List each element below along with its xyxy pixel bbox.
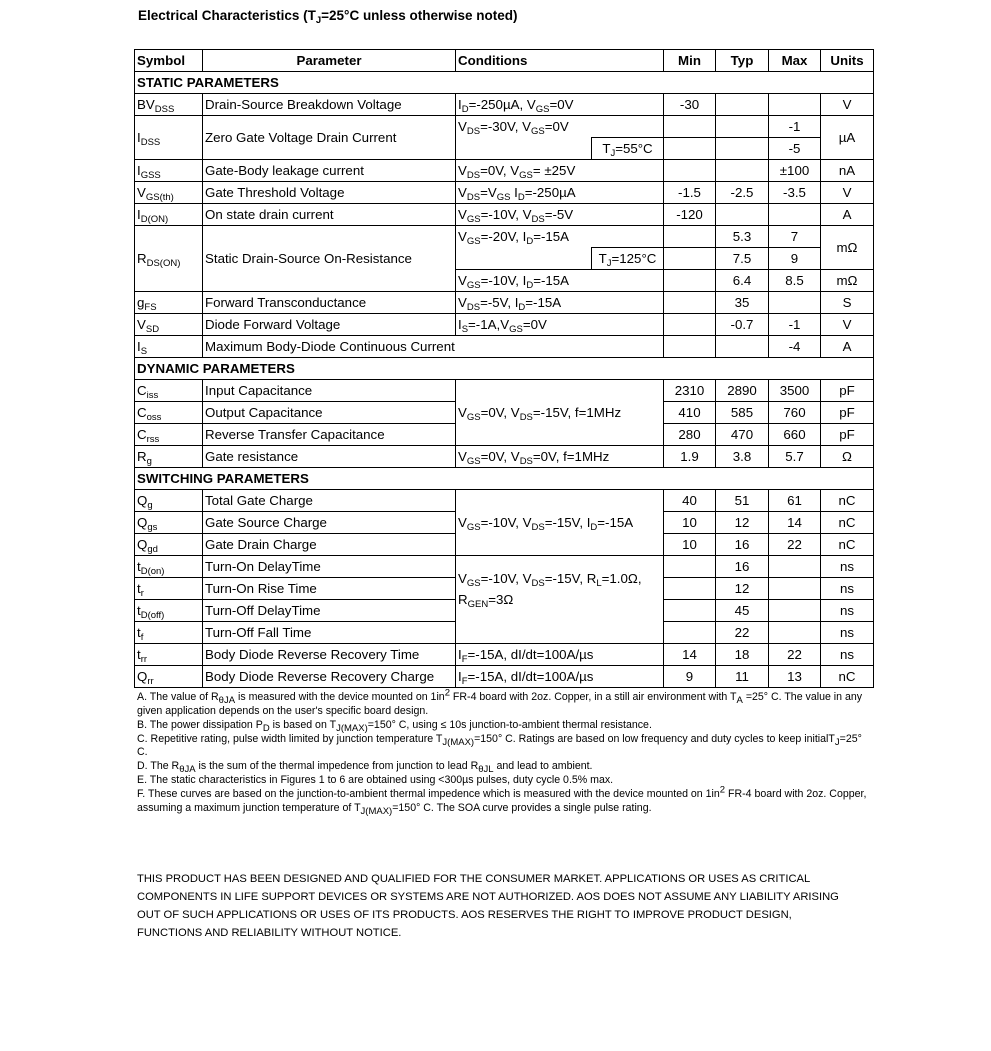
header-parameter: Parameter [203, 50, 456, 72]
parameter-cell: Zero Gate Voltage Drain Current [203, 116, 456, 160]
max-cell: 14 [769, 512, 821, 534]
footnote-f: F. These curves are based on the junction-to-ambient thermal impedence which is measured with the device mounted on $1in^2$ FR-4 board with 2oz. Copper, assuming a maximum junction temperature of $T_{J(MAX)}=150^\circ$ C. The SOA curve provides a single pulse rating. [137, 784, 867, 817]
max-cell [769, 204, 821, 226]
typ-cell: -2.5 [716, 182, 769, 204]
row-tdon [135, 556, 874, 578]
symbol-cell: $C_{oss}$ [135, 402, 203, 424]
parameter-cell: Output Capacitance [203, 402, 456, 424]
typ-cell: 35 [716, 292, 769, 314]
min-cell: -120 [664, 204, 716, 226]
symbol-cell: $I_{GSS}$ [135, 160, 203, 182]
max-cell: 9 [769, 248, 821, 270]
unit-cell: ns [821, 600, 874, 622]
row-bvdss [135, 94, 874, 116]
header-symbol: Symbol [135, 50, 203, 72]
typ-cell: 11 [716, 666, 769, 688]
max-cell: 13 [769, 666, 821, 688]
min-cell: -30 [664, 94, 716, 116]
row-trr [135, 644, 874, 666]
typ-cell: -0.7 [716, 314, 769, 336]
unit-cell: pF [821, 402, 874, 424]
symbol-cell: $C_{iss}$ [135, 380, 203, 402]
max-cell [769, 94, 821, 116]
max-cell: 660 [769, 424, 821, 446]
parameter-cell: Gate Threshold Voltage [203, 182, 456, 204]
parameter-cell: Gate resistance [203, 446, 456, 468]
min-cell [664, 270, 716, 292]
parameter-cell: Gate Drain Charge [203, 534, 456, 556]
footnote-d: D. The $R_{\theta JA}$ is the sum of the thermal impedence from junction to lead $R_{\theta JL}$ and lead to ambient. [137, 760, 593, 775]
typ-cell: 22 [716, 622, 769, 644]
symbol-cell: $g_{FS}$ [135, 292, 203, 314]
parameter-cell: Drain-Source Breakdown Voltage [203, 94, 456, 116]
conditions-cell-2: $T_J=55^\circ C$ [592, 138, 664, 160]
parameter-cell: Input Capacitance [203, 380, 456, 402]
unit-cell: A [821, 204, 874, 226]
row-idon [135, 204, 874, 226]
parameter-cell: Maximum Body-Diode Continuous Current [203, 336, 664, 358]
symbol-cell: $t_f$ [135, 622, 203, 644]
parameter-cell: Turn-On Rise Time [203, 578, 456, 600]
section-dynamic: DYNAMIC PARAMETERS [135, 358, 874, 380]
footnote-a: A. The value of $R_{\theta JA}$ is measured with the device mounted on $1in^2$ FR-4 board with 2oz. Copper, in a still air environment with $T_A =25^\circ$ C. The value in any given application depends on the user's specific board design. [137, 687, 863, 717]
symbol-cell: $I_S$ [135, 336, 203, 358]
section-switching: SWITCHING PARAMETERS [135, 468, 874, 490]
switching-conditions-line-2: $R_{GEN}=3\Omega$ [458, 592, 514, 610]
symbol-cell: $t_{D(on)}$ [135, 556, 203, 578]
typ-cell: 3.8 [716, 446, 769, 468]
min-cell: 280 [664, 424, 716, 446]
conditions-cell: $I_S=-1A,V_{GS}=0V$ [456, 314, 664, 336]
parameter-cell: Turn-Off DelayTime [203, 600, 456, 622]
header-units: Units [821, 50, 874, 72]
disclaimer-line: FUNCTIONS AND RELIABILITY WITHOUT NOTICE. [137, 927, 402, 939]
min-cell: 1.9 [664, 446, 716, 468]
unit-cell: mΩ [821, 226, 874, 270]
max-cell: ±100 [769, 160, 821, 182]
min-cell: -1.5 [664, 182, 716, 204]
row-vgsth [135, 182, 874, 204]
header-typ: Typ [716, 50, 769, 72]
typ-cell: 470 [716, 424, 769, 446]
symbol-cell: $I_{DSS}$ [135, 116, 203, 160]
unit-cell: nC [821, 534, 874, 556]
parameter-cell: Gate Source Charge [203, 512, 456, 534]
conditions-cell-2: $T_J=125^\circ C$ [592, 248, 664, 270]
unit-cell: mΩ [821, 270, 874, 292]
max-cell: 22 [769, 644, 821, 666]
max-cell: 8.5 [769, 270, 821, 292]
conditions-cell: $V_{GS}=0V$, $V_{DS}=-15V$, f=1MHz [456, 380, 664, 446]
min-cell: 14 [664, 644, 716, 666]
disclaimer [137, 870, 877, 942]
max-cell [769, 600, 821, 622]
page-title: Electrical Characteristics ($T_J=25^\circ C$ unless otherwise noted) [138, 8, 518, 26]
parameter-cell: Body Diode Reverse Recovery Time [203, 644, 456, 666]
symbol-cell: $t_r$ [135, 578, 203, 600]
min-cell: 10 [664, 534, 716, 556]
row-rdson [135, 226, 874, 248]
typ-cell: 2890 [716, 380, 769, 402]
symbol-cell: $V_{GS(th)}$ [135, 182, 203, 204]
unit-cell: nA [821, 160, 874, 182]
disclaimer-line: THIS PRODUCT HAS BEEN DESIGNED AND QUALIFIED FOR THE CONSUMER MARKET. APPLICATIONS OR USES AS CRITICAL [137, 873, 811, 885]
row-ciss [135, 380, 874, 402]
conditions-cell: $V_{GS}=-20V$, $I_D=-15A$ [456, 226, 664, 248]
min-cell [664, 160, 716, 182]
footnote-c: C. Repetitive rating, pulse width limited by junction temperature $T_{J(MAX)}=150^\circ$ C. Ratings are based on low frequency and duty cycles to keep initialT$_J$=25° C. [137, 732, 862, 758]
symbol-cell: $R_{DS(ON)}$ [135, 226, 203, 292]
header-row [135, 50, 874, 72]
parameter-cell: On state drain current [203, 204, 456, 226]
header-conditions: Conditions [456, 50, 664, 72]
row-qg [135, 490, 874, 512]
parameter-cell: Forward Transconductance [203, 292, 456, 314]
max-cell: 22 [769, 534, 821, 556]
typ-cell: 51 [716, 490, 769, 512]
min-cell [664, 622, 716, 644]
unit-cell: µA [821, 116, 874, 160]
disclaimer-line: OUT OF SUCH APPLICATIONS OR USES OF ITS PRODUCTS. AOS RESERVES THE RIGHT TO IMPROVE PRODUCT DESIGN, [137, 909, 792, 921]
parameter-cell: Turn-On DelayTime [203, 556, 456, 578]
row-qrr [135, 666, 874, 688]
typ-cell [716, 138, 769, 160]
conditions-cell: $V_{GS}=-10V$, $V_{DS}=-5V$ [456, 204, 664, 226]
max-cell: -5 [769, 138, 821, 160]
min-cell: 10 [664, 512, 716, 534]
min-cell: 40 [664, 490, 716, 512]
row-vsd [135, 314, 874, 336]
symbol-cell: $Q_{gd}$ [135, 534, 203, 556]
parameter-cell: Gate-Body leakage current [203, 160, 456, 182]
max-cell [769, 578, 821, 600]
header-min: Min [664, 50, 716, 72]
typ-cell: 585 [716, 402, 769, 424]
min-cell [664, 336, 716, 358]
conditions-cell: $V_{DS}=-5V$, $I_D=-15A$ [456, 292, 664, 314]
max-cell: 3500 [769, 380, 821, 402]
max-cell: -4 [769, 336, 821, 358]
min-cell: 9 [664, 666, 716, 688]
min-cell [664, 248, 716, 270]
unit-cell: ns [821, 556, 874, 578]
typ-cell [716, 160, 769, 182]
conditions-cell: $V_{DS}=V_{GS}$ $I_D=-250\mu A$ [456, 182, 664, 204]
min-cell [664, 314, 716, 336]
unit-cell: ns [821, 578, 874, 600]
unit-cell: Ω [821, 446, 874, 468]
min-cell [664, 578, 716, 600]
conditions-cell: $V_{DS}=-30V$, $V_{GS}=0V$ [456, 116, 664, 138]
parameter-cell: Static Drain-Source On-Resistance [203, 226, 456, 292]
header-max: Max [769, 50, 821, 72]
conditions-cell: $V_{DS}=0V$, $V_{GS}= \pm 25V$ [456, 160, 664, 182]
parameter-cell: Reverse Transfer Capacitance [203, 424, 456, 446]
max-cell [769, 622, 821, 644]
section-static: STATIC PARAMETERS [135, 72, 874, 94]
max-cell: 5.7 [769, 446, 821, 468]
unit-cell: V [821, 314, 874, 336]
typ-cell: 16 [716, 556, 769, 578]
typ-cell [716, 94, 769, 116]
parameter-cell: Body Diode Reverse Recovery Charge [203, 666, 456, 688]
conditions-cell: $I_F=-15A$, dI/dt=100A/µs [456, 644, 664, 666]
row-igss [135, 160, 874, 182]
unit-cell: nC [821, 512, 874, 534]
max-cell [769, 556, 821, 578]
symbol-cell: $Q_{gs}$ [135, 512, 203, 534]
row-is [135, 336, 874, 358]
typ-cell: 5.3 [716, 226, 769, 248]
unit-cell: ns [821, 622, 874, 644]
conditions-blank [456, 248, 592, 270]
disclaimer-line: COMPONENTS IN LIFE SUPPORT DEVICES OR SYSTEMS ARE NOT AUTHORIZED. AOS DOES NOT ASSUME ANY LIABILITY ARISING [137, 891, 839, 903]
typ-cell: 12 [716, 512, 769, 534]
max-cell [769, 292, 821, 314]
typ-cell: 7.5 [716, 248, 769, 270]
unit-cell: pF [821, 380, 874, 402]
unit-cell: A [821, 336, 874, 358]
symbol-cell: $I_{D(ON)}$ [135, 204, 203, 226]
symbol-cell: $t_{D(off)}$ [135, 600, 203, 622]
conditions-cell [456, 556, 664, 644]
unit-cell: nC [821, 666, 874, 688]
conditions-cell: $I_D=-250\mu A$, $V_{GS}=0V$ [456, 94, 664, 116]
max-cell: 7 [769, 226, 821, 248]
row-idss [135, 116, 874, 138]
min-cell: 2310 [664, 380, 716, 402]
min-cell [664, 292, 716, 314]
min-cell [664, 556, 716, 578]
typ-cell: 45 [716, 600, 769, 622]
conditions-cell: $V_{GS}=-10V$, $V_{DS}=-15V$, $I_D=-15A$ [456, 490, 664, 556]
unit-cell: V [821, 94, 874, 116]
conditions-cell: $I_F=-15A$, dI/dt=100A/µs [456, 666, 664, 688]
unit-cell: S [821, 292, 874, 314]
min-cell [664, 138, 716, 160]
min-cell [664, 116, 716, 138]
switching-conditions-line-1: $V_{GS}=-10V$, $V_{DS}=-15V$, $R_L=1.0\Omega$, [458, 571, 642, 589]
unit-cell: nC [821, 490, 874, 512]
row-rg [135, 446, 874, 468]
conditions-cell-3: $V_{GS}=-10V$, $I_D=-15A$ [456, 270, 664, 292]
symbol-cell: $Q_{rr}$ [135, 666, 203, 688]
typ-cell [716, 336, 769, 358]
max-cell: -1 [769, 314, 821, 336]
symbol-cell: $V_{SD}$ [135, 314, 203, 336]
typ-cell: 16 [716, 534, 769, 556]
max-cell: -1 [769, 116, 821, 138]
parameter-cell: Diode Forward Voltage [203, 314, 456, 336]
min-cell: 410 [664, 402, 716, 424]
max-cell: 61 [769, 490, 821, 512]
max-cell: 760 [769, 402, 821, 424]
electrical-characteristics-table [134, 49, 874, 688]
typ-cell [716, 204, 769, 226]
parameter-cell: Turn-Off Fall Time [203, 622, 456, 644]
min-cell [664, 600, 716, 622]
typ-cell: 18 [716, 644, 769, 666]
parameter-cell: Total Gate Charge [203, 490, 456, 512]
unit-cell: pF [821, 424, 874, 446]
footnote-b: B. The power dissipation $P_D$ is based on $T_{J(MAX)}=150^\circ$ C, using ≤ 10s junction-to-ambient thermal resistance. [137, 718, 652, 734]
footnote-e: E. The static characteristics in Figures 1 to 6 are obtained using <300µs pulses, duty cycle 0.5% max. [137, 774, 614, 786]
symbol-cell: $BV_{DSS}$ [135, 94, 203, 116]
max-cell: -3.5 [769, 182, 821, 204]
row-gfs [135, 292, 874, 314]
conditions-blank [456, 138, 592, 160]
symbol-cell: $R_g$ [135, 446, 203, 468]
footnotes [137, 687, 867, 817]
symbol-cell: $t_{rr}$ [135, 644, 203, 666]
conditions-cell: $V_{GS}=0V$, $V_{DS}=0V$, f=1MHz [456, 446, 664, 468]
typ-cell: 12 [716, 578, 769, 600]
typ-cell: 6.4 [716, 270, 769, 292]
unit-cell: V [821, 182, 874, 204]
symbol-cell: $Q_g$ [135, 490, 203, 512]
unit-cell: ns [821, 644, 874, 666]
min-cell [664, 226, 716, 248]
symbol-cell: $C_{rss}$ [135, 424, 203, 446]
typ-cell [716, 116, 769, 138]
